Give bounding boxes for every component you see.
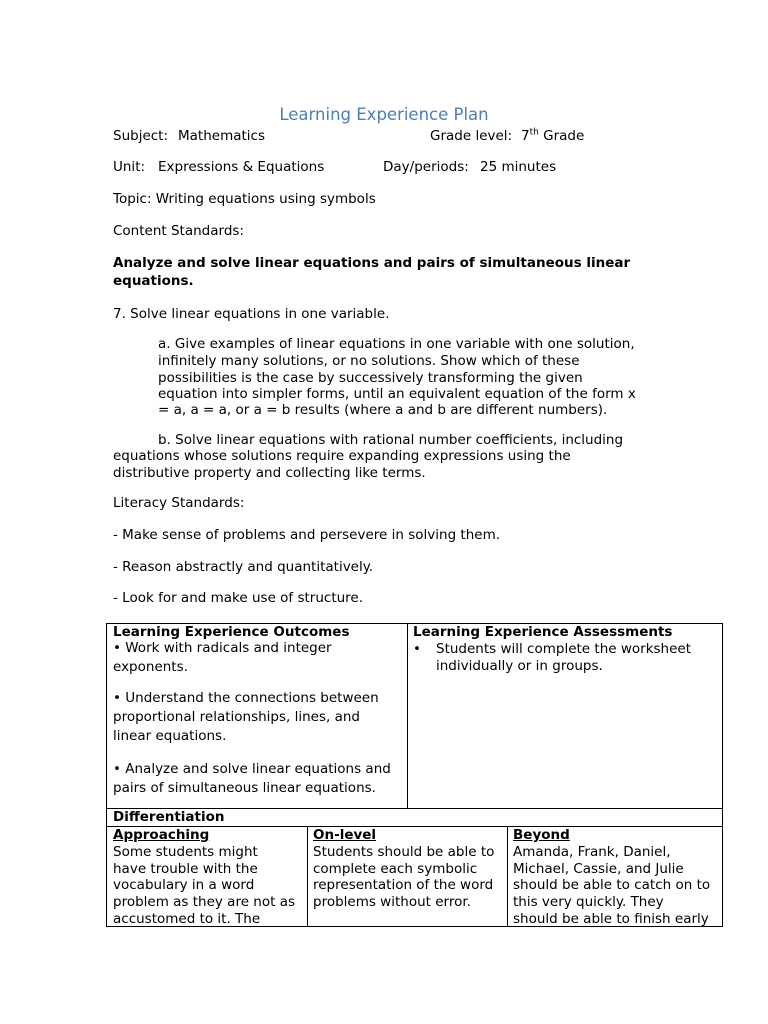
outcomes-heading: Learning Experience Outcomes xyxy=(113,624,350,640)
approaching-column: Approaching Some students might have trouble with the vocabulary in a word problem as they are not as accustomed to it. The xyxy=(113,827,301,927)
beyond-heading: Beyond xyxy=(513,827,570,843)
literacy-standards-label: Literacy Standards: xyxy=(113,495,245,511)
standard-7a-line: a. Give examples of linear equations in one variable with one solution, xyxy=(158,336,635,352)
table-column-divider xyxy=(307,826,308,926)
standard-7b-line: distributive property and collecting like terms. xyxy=(113,465,426,481)
unit-value: Expressions & Equations xyxy=(158,159,325,175)
standard-7: 7. Solve linear equations in one variable. xyxy=(113,306,390,322)
differentiation-table xyxy=(106,809,723,927)
standard-7a-line: = a, a = a, or a = b results (where a and b are different numbers). xyxy=(158,402,608,418)
approaching-heading: Approaching xyxy=(113,827,210,843)
beyond-column: Beyond Amanda, Frank, Daniel, Michael, Cassie, and Julie should be able to catch on to this very quickly. They should be able to finish early xyxy=(513,827,718,927)
standard-7b-line: b. Solve linear equations with rational number coefficients, including xyxy=(158,432,624,448)
day-label: Day/periods: xyxy=(383,159,469,175)
day-value: 25 minutes xyxy=(480,159,557,175)
standard-7a-line: possibilities is the case by successively transforming the given xyxy=(158,370,583,386)
literacy-item: - Make sense of problems and persevere in solving them. xyxy=(113,527,501,543)
table-column-divider xyxy=(407,624,408,808)
unit-label: Unit: xyxy=(113,159,146,175)
topic-line: Topic: Writing equations using symbols xyxy=(113,191,376,207)
grade-label: Grade level: xyxy=(430,128,513,144)
assessments-heading: Learning Experience Assessments xyxy=(413,624,673,640)
standard-heading-line-2: equations. xyxy=(113,273,194,289)
outcome-item: • Work with radicals and integer exponents. xyxy=(113,640,332,675)
differentiation-heading: Differentiation xyxy=(113,809,225,825)
standard-7a-line: infinitely many solutions, or no solutions. Show which of these xyxy=(158,353,580,369)
content-standards-label: Content Standards: xyxy=(113,223,244,239)
literacy-item: - Reason abstractly and quantitatively. xyxy=(113,559,374,575)
outcomes-assessments-table: Learning Experience Outcomes Learning Experience Assessments • Work with radicals and integer exponents. • Understand the connections between proportional relationships, lines, and linear equations. • Analyze and solve linear equations and pairs of simultaneous linear equations. • Students will complete the worksheet individually or in groups. xyxy=(106,623,723,809)
subject-value: Mathematics xyxy=(178,128,265,144)
bullet-icon: • xyxy=(413,641,421,657)
outcome-item: • Analyze and solve linear equations and pairs of simultaneous linear equations. xyxy=(113,761,391,796)
grade-value: 7th Grade xyxy=(521,127,585,144)
standard-7b-line: equations whose solutions require expanding expressions using the xyxy=(113,448,571,464)
outcome-item: • Understand the connections between proportional relationships, lines, and linear equations. xyxy=(113,690,379,744)
standard-heading-line-1: Analyze and solve linear equations and pairs of simultaneous linear xyxy=(113,255,631,271)
literacy-item: - Look for and make use of structure. xyxy=(113,590,364,606)
on-level-heading: On-level xyxy=(313,827,377,843)
table-column-divider xyxy=(507,826,508,926)
on-level-column: On-level Students should be able to complete each symbolic representation of the word problems without error. xyxy=(313,827,501,911)
document-title: Learning Experience Plan xyxy=(279,105,489,124)
subject-label: Subject: xyxy=(113,128,169,144)
standard-7a-line: equation into simpler forms, until an equivalent equation of the form x xyxy=(158,386,636,402)
